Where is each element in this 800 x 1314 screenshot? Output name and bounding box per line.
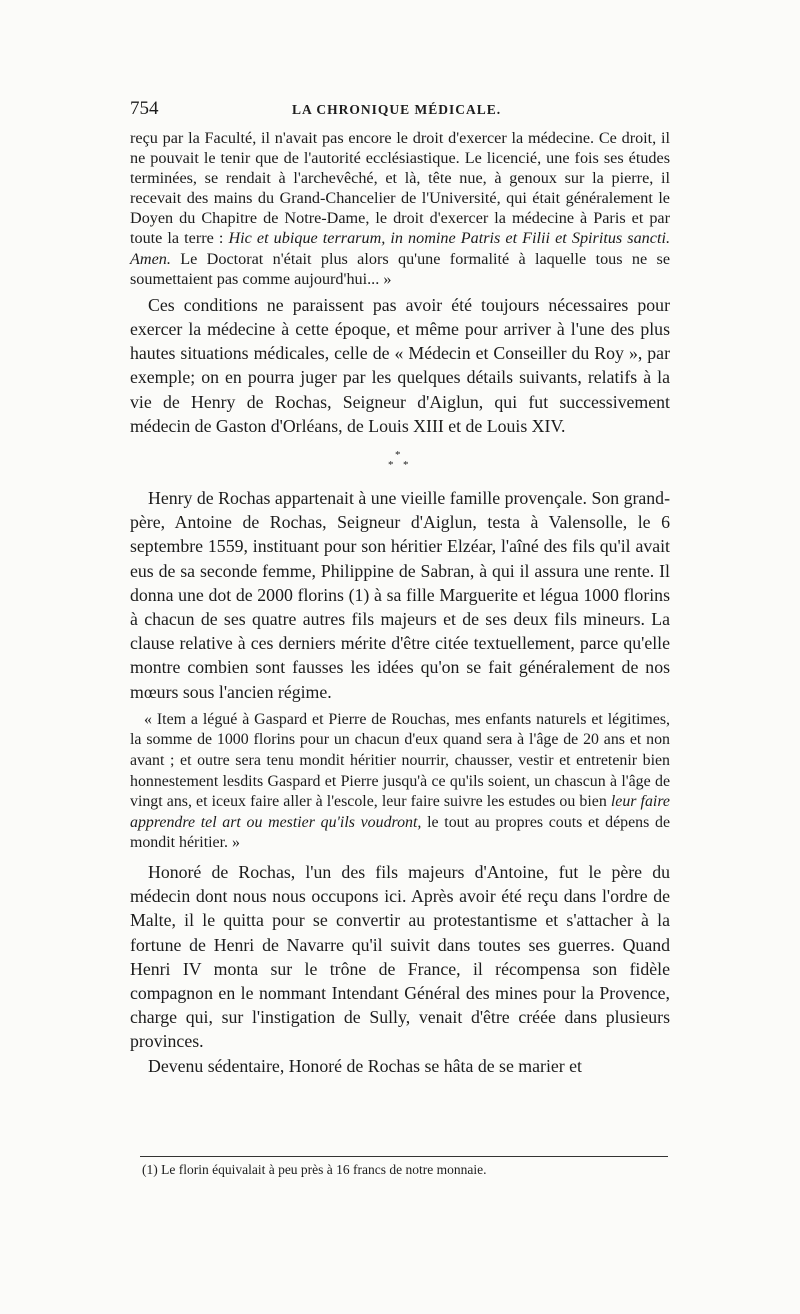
- running-title: LA CHRONIQUE MÉDICALE.: [292, 102, 502, 117]
- latin-formula: Hic et ubique terrarum, in nomine Patris et Filii et Spiritus sancti. Amen.: [130, 229, 671, 268]
- paragraph-text: reçu par la Faculté, il n'avait pas encore le droit d'exercer la médecine. Ce droit, il ne pouvait le tenir que de l'autorité ecclésiastique. Le licencié, une fois ses études terminées, se rendait à l'archevêché, et là, tête nue, à genoux sur la pierre, il recevait des mains du Grand-Chancelier de l'Université, qui était généralement le Doyen du Chapitre de Notre-Dame, le droit d'exercer la médecine à Paris et par toute la terre :: [130, 129, 670, 248]
- paragraph-honore: Honoré de Rochas, l'un des fils majeurs d'Antoine, fut le père du médecin dont nous nous occupons ici. Après avoir été reçu dans l'ordre de Malte, il le quitta pour se convertir au protestantisme et s'attacher à la fortune de Henri de Navarre qu'il suivit dans toutes ses guerres. Quand Henri IV monta sur le trône de France, il récompensa son fidèle compagnon en le nommant Intendant Général des mines pour la Provence, charge qui, sur l'instigation de Sully, venait d'être créée dans plusieurs provinces.: [130, 861, 670, 1052]
- quote-italic: leur faire apprendre tel art ou mestier qu'ils voudront,: [130, 793, 670, 831]
- paragraph-text: Le Doctorat n'était plus alors qu'une formalité à laquelle tous ne se soumettaient pas comme aujourd'hui... »: [130, 249, 670, 288]
- quote-text: le tout au propres couts et dépens de mondit héritier. »: [130, 813, 670, 852]
- page-header: [130, 98, 670, 128]
- paragraph-family-history: Henry de Rochas appartenait à une vieille famille provençale. Son grand-père, Antoine de Rochas, Seigneur d'Aiglun, testa à Valensolle, le 6 septembre 1559, instituant pour son héritier Elzéar, l'aîné des fils qu'il avait eus de sa seconde femme, Philippine de Sabran, à qui il assura une rente. Il donna une dot de 2000 florins (1) à sa fille Marguerite et légua 1000 florins à chacun de ses quatre autres fils majeurs et de ses deux fils mineurs. La clause relative à ces derniers mérite d'être citée textuellement, parce qu'elle montre combien sont fausses les idées qu'on se fait généralement de nos mœurs sous l'ancien régime.: [130, 487, 670, 702]
- quote-text: « Item a légué à Gaspard et Pierre de Rouchas, mes enfants naturels et légitimes, la somme de 1000 florins pour un chacun d'eux quand sera à l'âge de 20 ans et non avant ; et outre sera tenu mondit héritier nourrir, chausser, vestir et entretenir bien honnestement lesdits Gaspard et Pierre jusqu'à ce qu'ils soient, un chascun à l'âge de vingt ans, et iceux faire aller à l'escole, leur faire suivre les estudes ou bien: [130, 710, 670, 811]
- section-separator-asterism: * * *: [388, 448, 409, 471]
- page-body: [130, 98, 670, 1078]
- paragraph-continuation: [130, 128, 670, 289]
- block-quote-testament: [130, 710, 670, 854]
- paragraph-devenu: Devenu sédentaire, Honoré de Rochas se hâta de se marier et: [148, 1055, 582, 1076]
- paragraph-conditions: Ces conditions ne paraissent pas avoir été toujours nécessaires pour exercer la médecine à cette époque, et même pour arriver à l'une des plus hautes situations médicales, celle de « Médecin et Conseiller du Roy », par exemple; on en pourra juger par les quelques détails suivants, relatifs à la vie de Henry de Rochas, Seigneur d'Aiglun, qui fut successivement médecin de Gaston d'Orléans, de Louis XIII et de Louis XIV.: [130, 294, 670, 436]
- footnote-divider: [140, 1156, 668, 1157]
- footnote: (1) Le florin équivalait à peu près à 16 francs de notre monnaie.: [142, 1162, 487, 1177]
- page-number: 754: [130, 98, 159, 119]
